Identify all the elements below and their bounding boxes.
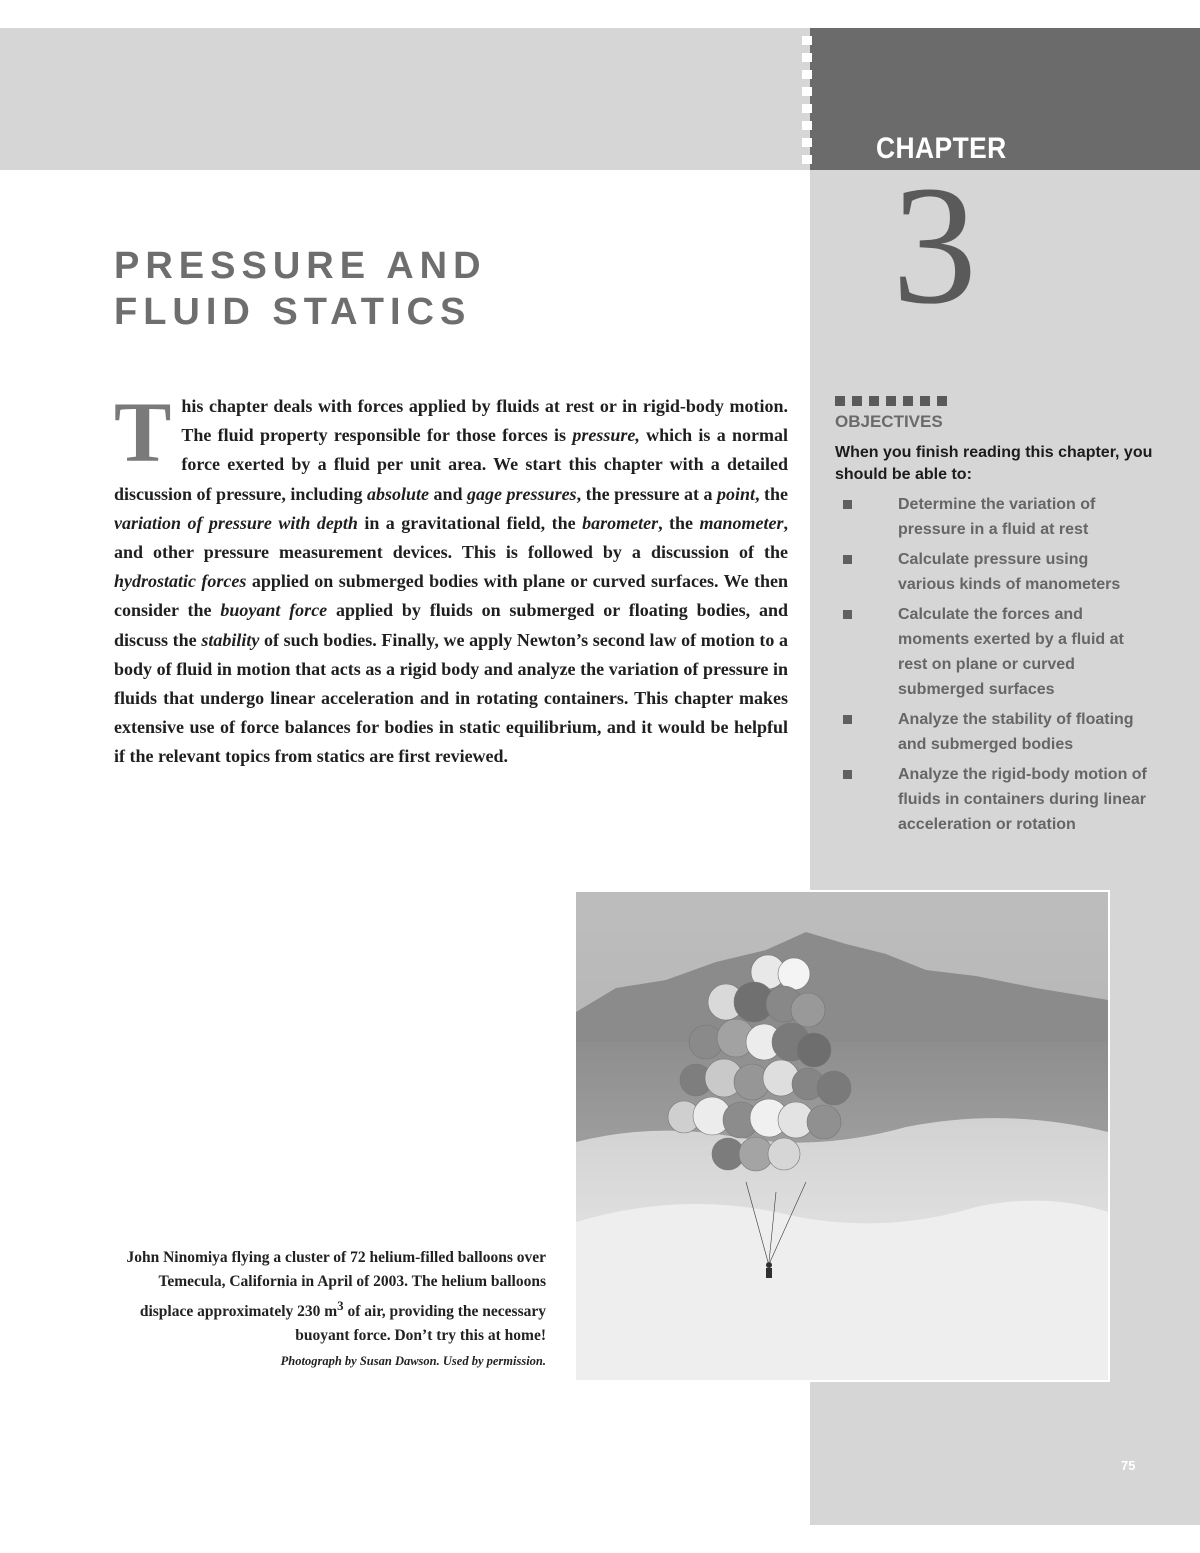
- objectives-list: [835, 492, 1155, 837]
- title-line-1: PRESSURE AND: [114, 245, 487, 287]
- balloon-photo: [574, 890, 1110, 1382]
- objectives-lead: When you finish reading this chapter, you should be able to:: [835, 444, 1153, 483]
- intro-text: and: [428, 483, 468, 504]
- intro-text: , the: [755, 483, 789, 504]
- objective-text: Calculate pressure using various kinds of manometers: [898, 551, 1121, 593]
- intro-text: , the pressure at a: [576, 483, 717, 504]
- square-bullets-decoration: [835, 396, 1155, 406]
- objective-text: Analyze the rigid-body motion of fluids in containers during linear acceleration or rotation: [898, 766, 1147, 833]
- intro-emphasis: gage pressures: [467, 483, 577, 504]
- intro-text: , and other pressure measurement devices. This is followed by a discussion of the: [114, 512, 788, 563]
- dashed-divider: [802, 36, 812, 166]
- drop-cap: T: [114, 384, 172, 480]
- objective-text: Determine the variation of pressure in a fluid at rest: [898, 496, 1096, 538]
- intro-emphasis: absolute: [366, 483, 429, 504]
- objective-item: [835, 707, 1148, 757]
- objectives-box: [835, 396, 1155, 842]
- chapter-number: 3: [892, 151, 977, 339]
- intro-emphasis: manometer: [699, 512, 784, 533]
- intro-emphasis: pressure,: [572, 425, 640, 446]
- square-bullet-icon: [843, 500, 852, 509]
- square-bullet-icon: [843, 715, 852, 724]
- intro-text: applied by fluids on submerged or floating bodies, and discuss the: [114, 600, 788, 650]
- objective-item: [835, 762, 1148, 837]
- intro-emphasis: point: [716, 483, 755, 504]
- intro-text: applied on submerged bodies with plane or curved surfaces. We then consider the: [114, 571, 788, 621]
- objective-item: [835, 547, 1148, 597]
- chapter-label: CHAPTER: [876, 132, 1007, 165]
- caption-text-start: John Ninomiya flying a cluster of 72 helium-filled balloons over Temecula, California in April of 2003. The helium balloons displace approximately 230 m: [126, 1249, 546, 1321]
- header-band: [0, 28, 810, 170]
- intro-text: , the: [658, 512, 700, 533]
- square-bullet-icon: [843, 770, 852, 779]
- objective-text: Analyze the stability of floating and submerged bodies: [898, 711, 1134, 753]
- intro-emphasis: hydrostatic forces: [114, 571, 247, 592]
- objective-text: Calculate the forces and moments exerted by a fluid at rest on plane or curved submerged surfaces: [898, 606, 1124, 698]
- intro-emphasis: buoyant force: [220, 600, 328, 621]
- objectives-heading: OBJECTIVES: [835, 412, 943, 431]
- intro-emphasis: variation of pressure with depth: [114, 512, 358, 533]
- intro-paragraph: [114, 384, 789, 772]
- page-number: 75: [1121, 1458, 1136, 1473]
- caption-text-end: of air, providing the necessary buoyant force. Don’t try this at home!: [295, 1303, 546, 1345]
- intro-emphasis: barometer: [582, 512, 659, 533]
- objective-item: [835, 602, 1148, 702]
- caption-text: [110, 1246, 546, 1348]
- intro-emphasis: stability: [201, 629, 260, 650]
- photo-caption: [110, 1246, 546, 1372]
- intro-text: which is a normal force exerted by a fluid per unit area. We start this chapter with a detailed discussion of pressure, including: [114, 425, 788, 504]
- intro-text: his chapter deals with forces applied by fluids at rest or in rigid-body motion. The fluid property responsible for those forces is: [181, 396, 788, 446]
- title-line-2: FLUID STATICS: [114, 291, 472, 333]
- caption-superscript: 3: [337, 1298, 344, 1313]
- photo-credit: Photograph by Susan Dawson. Used by permission.: [280, 1354, 546, 1369]
- objective-item: [835, 492, 1148, 542]
- chapter-title: [114, 243, 487, 335]
- intro-text: in a gravitational field, the: [357, 512, 583, 533]
- square-bullet-icon: [843, 610, 852, 619]
- square-bullet-icon: [843, 555, 852, 564]
- intro-text: of such bodies. Finally, we apply Newton’s second law of motion to a body of fluid in motion that acts as a rigid body and analyze the variation of pressure in fluids that undergo linear acceleration and in rotating containers. This chapter makes extensive use of force balances for bodies in static equilibrium, and it would be helpful if the relevant topics from statics are first reviewed.: [114, 629, 788, 767]
